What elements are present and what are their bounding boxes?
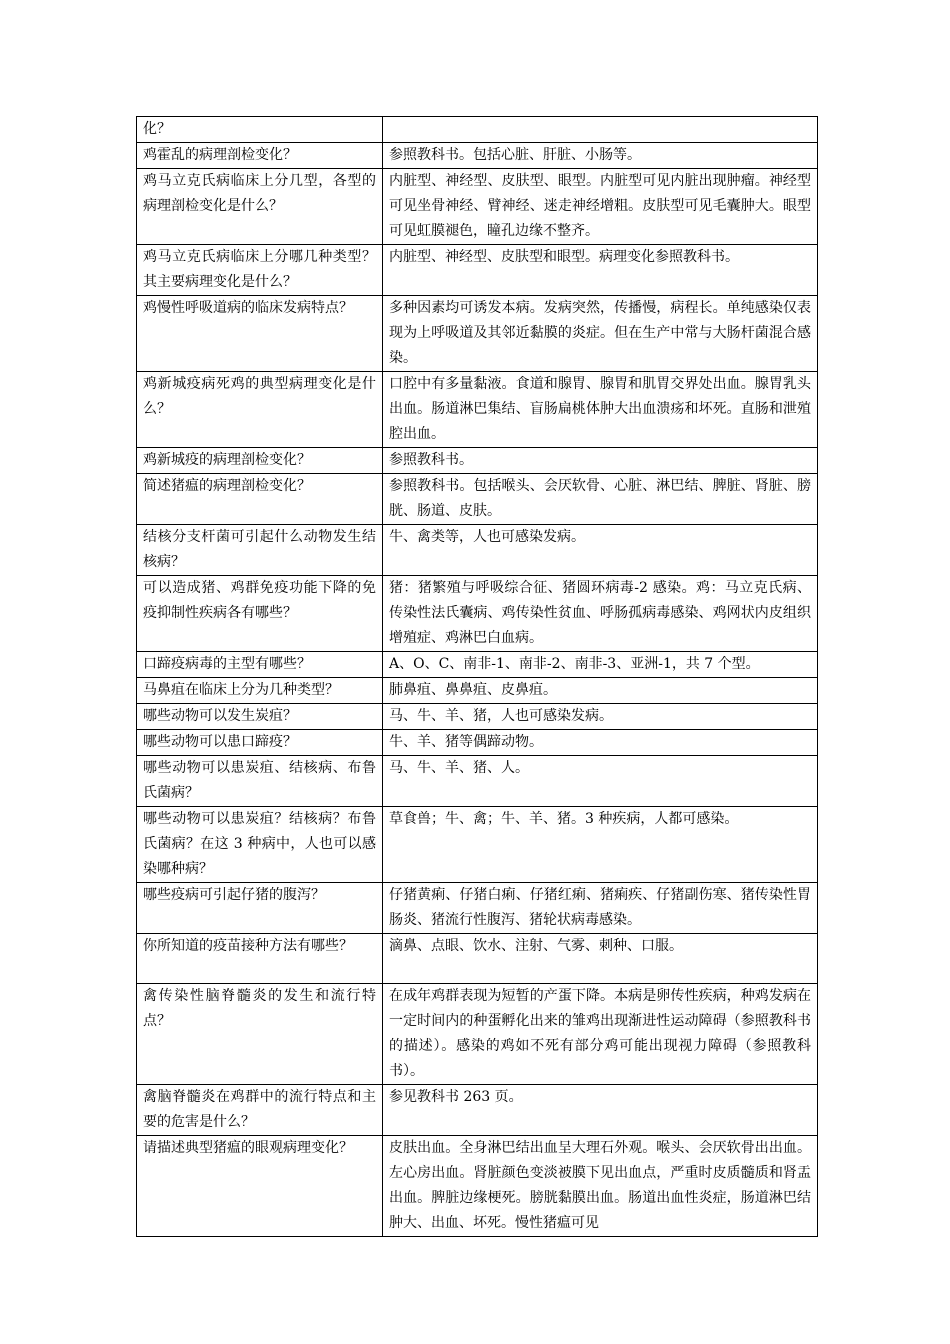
answer-cell: 在成年鸡群表现为短暂的产蛋下降。本病是卵传性疾病，种鸡发病在一定时间内的种蛋孵化出来的雏鸡出现渐进性运动障碍（参照教科书的描述）。感染的鸡如不死有部分鸡可能出现视力障碍（参照教科书）。 [383, 984, 818, 1085]
table-row [137, 448, 818, 474]
question-cell: 可以造成猪、鸡群免疫功能下降的免疫抑制性疾病各有哪些？ [137, 576, 383, 652]
question-cell: 哪些动物可以患口蹄疫？ [137, 730, 383, 756]
question-cell: 哪些动物可以发生炭疽？ [137, 704, 383, 730]
answer-cell: 马、牛、羊、猪、人。 [383, 756, 818, 807]
table-row [137, 678, 818, 704]
question-cell: 结核分支杆菌可引起什么动物发生结核病？ [137, 525, 383, 576]
answer-cell: 草食兽；牛、禽；牛、羊、猪。3 种疾病，人都可感染。 [383, 807, 818, 883]
question-cell: 禽脑脊髓炎在鸡群中的流行特点和主要的危害是什么？ [137, 1085, 383, 1136]
table-row [137, 883, 818, 934]
answer-cell [383, 117, 818, 143]
table-row [137, 169, 818, 245]
answer-cell: 牛、羊、猪等偶蹄动物。 [383, 730, 818, 756]
table-row [137, 984, 818, 1085]
question-cell: 化？ [137, 117, 383, 143]
table-row [137, 1136, 818, 1237]
answer-cell: 猪：猪繁殖与呼吸综合征、猪圆环病毒-2 感染。鸡：马立克氏病、传染性法氏囊病、鸡传染性贫血、呼肠孤病毒感染、鸡网状内皮组织增殖症、鸡淋巴白血病。 [383, 576, 818, 652]
table-row [137, 143, 818, 169]
table-row [137, 704, 818, 730]
qa-table-body [137, 117, 818, 1237]
question-cell: 哪些疫病可引起仔猪的腹泻？ [137, 883, 383, 934]
answer-cell: A、O、C、南非-1、南非-2、南非-3、亚洲-1，共 7 个型。 [383, 652, 818, 678]
question-cell: 你所知道的疫苗接种方法有哪些？ [137, 934, 383, 984]
table-row [137, 934, 818, 984]
answer-cell: 内脏型、神经型、皮肤型和眼型。病理变化参照教科书。 [383, 245, 818, 296]
question-cell: 鸡霍乱的病理剖检变化？ [137, 143, 383, 169]
table-row [137, 756, 818, 807]
question-cell: 马鼻疽在临床上分为几种类型？ [137, 678, 383, 704]
table-row [137, 807, 818, 883]
answer-cell: 内脏型、神经型、皮肤型、眼型。内脏型可见内脏出现肿瘤。神经型可见坐骨神经、臂神经、迷走神经增粗。皮肤型可见毛囊肿大。眼型可见虹膜褪色，瞳孔边缘不整齐。 [383, 169, 818, 245]
qa-table [136, 116, 818, 1237]
answer-cell: 参照教科书。 [383, 448, 818, 474]
table-row [137, 730, 818, 756]
question-cell: 口蹄疫病毒的主型有哪些？ [137, 652, 383, 678]
answer-cell: 皮肤出血。全身淋巴结出血呈大理石外观。喉头、会厌软骨出出血。左心房出血。肾脏颜色变淡被膜下见出血点，严重时皮质髓质和肾盂出血。脾脏边缘梗死。膀胱黏膜出血。肠道出血性炎症，肠道淋巴结肿大、出血、坏死。慢性猪瘟可见 [383, 1136, 818, 1237]
table-row [137, 474, 818, 525]
answer-cell: 参照教科书。包括心脏、肝脏、小肠等。 [383, 143, 818, 169]
table-row [137, 296, 818, 372]
answer-cell: 牛、禽类等，人也可感染发病。 [383, 525, 818, 576]
question-cell: 简述猪瘟的病理剖检变化？ [137, 474, 383, 525]
question-cell: 哪些动物可以患炭疽、结核病、布鲁氏菌病？ [137, 756, 383, 807]
question-cell: 哪些动物可以患炭疽？结核病？布鲁氏菌病？在这 3 种病中，人也可以感染哪种病？ [137, 807, 383, 883]
table-row [137, 652, 818, 678]
answer-cell: 参见教科书 263 页。 [383, 1085, 818, 1136]
table-row [137, 245, 818, 296]
answer-cell: 滴鼻、点眼、饮水、注射、气雾、刺种、口服。 [383, 934, 818, 984]
question-cell: 鸡新城疫的病理剖检变化？ [137, 448, 383, 474]
table-row [137, 372, 818, 448]
question-cell: 请描述典型猪瘟的眼观病理变化？ [137, 1136, 383, 1237]
answer-cell: 肺鼻疽、鼻鼻疽、皮鼻疽。 [383, 678, 818, 704]
question-cell: 鸡新城疫病死鸡的典型病理变化是什么？ [137, 372, 383, 448]
answer-cell: 口腔中有多量黏液。食道和腺胃、腺胃和肌胃交界处出血。腺胃乳头出血。肠道淋巴集结、盲肠扁桃体肿大出血溃疡和坏死。直肠和泄殖腔出血。 [383, 372, 818, 448]
question-cell: 鸡慢性呼吸道病的临床发病特点？ [137, 296, 383, 372]
table-row [137, 1085, 818, 1136]
answer-cell: 马、牛、羊、猪，人也可感染发病。 [383, 704, 818, 730]
table-row [137, 525, 818, 576]
question-cell: 鸡马立克氏病临床上分哪几种类型？其主要病理变化是什么？ [137, 245, 383, 296]
answer-cell: 参照教科书。包括喉头、会厌软骨、心脏、淋巴结、脾脏、肾脏、膀胱、肠道、皮肤。 [383, 474, 818, 525]
table-row [137, 576, 818, 652]
question-cell: 禽传染性脑脊髓炎的发生和流行特点？ [137, 984, 383, 1085]
answer-cell: 多种因素均可诱发本病。发病突然，传播慢，病程长。单纯感染仅表现为上呼吸道及其邻近黏膜的炎症。但在生产中常与大肠杆菌混合感染。 [383, 296, 818, 372]
answer-cell: 仔猪黄痢、仔猪白痢、仔猪红痢、猪痢疾、仔猪副伤寒、猪传染性胃肠炎、猪流行性腹泻、猪轮状病毒感染。 [383, 883, 818, 934]
question-cell: 鸡马立克氏病临床上分几型，各型的病理剖检变化是什么？ [137, 169, 383, 245]
table-row [137, 117, 818, 143]
